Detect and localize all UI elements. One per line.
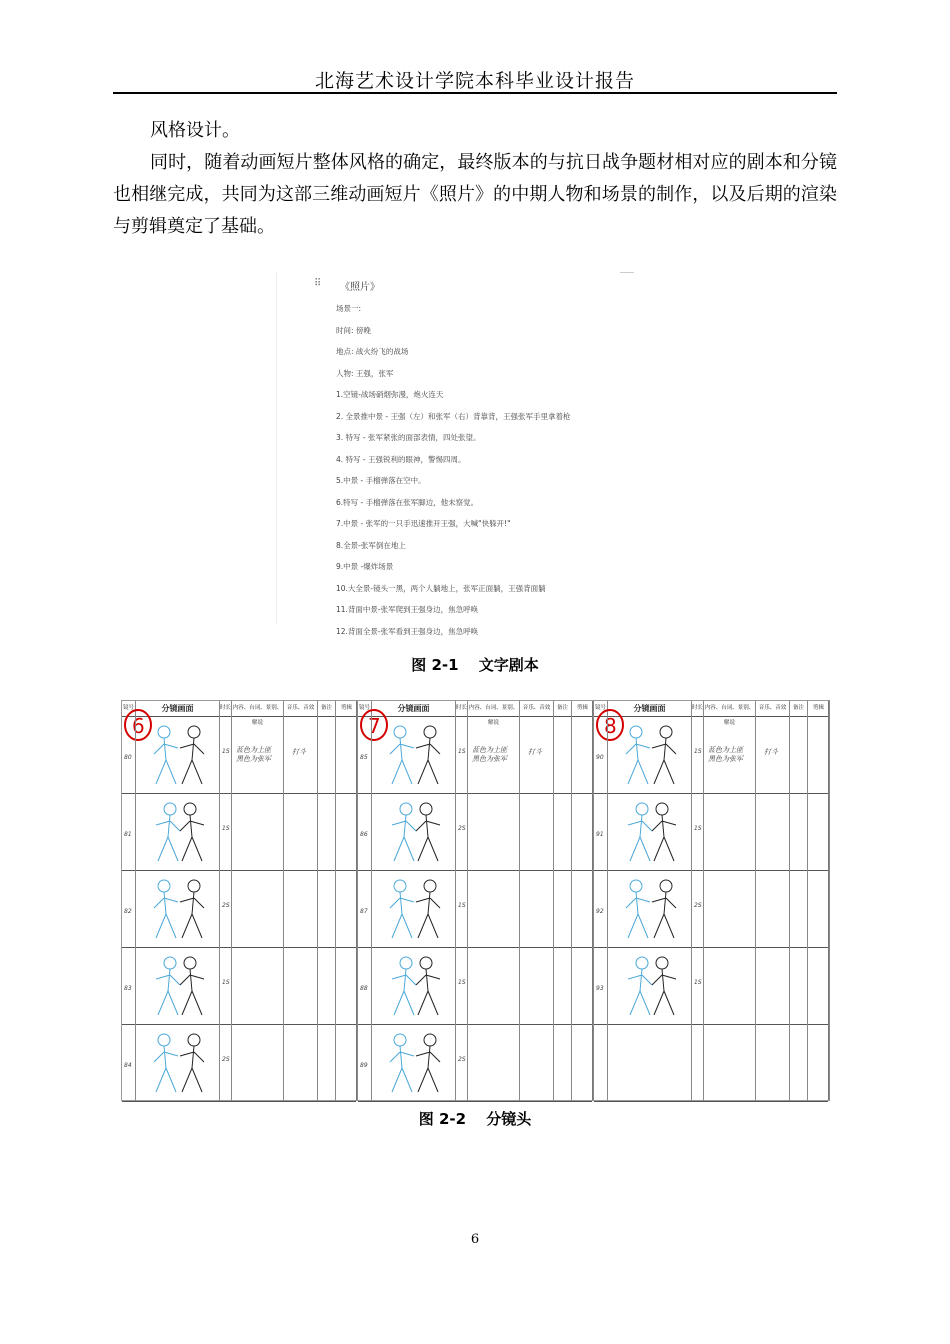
stick-figure	[392, 957, 416, 1015]
cell-extra	[808, 1024, 830, 1101]
header-content: 内容、台词、景别、解说	[468, 701, 520, 716]
cell-audio	[756, 947, 790, 1024]
header-time: 时长	[220, 701, 232, 716]
header-content: 内容、台词、景别、解说	[704, 701, 756, 716]
header-extra: 剪辑	[572, 701, 594, 716]
cell-audio	[520, 793, 554, 870]
shot-number: 81	[124, 831, 132, 838]
shot-duration: 2S	[458, 1056, 466, 1063]
storyboard-panel	[122, 701, 358, 1100]
cell-no	[594, 1024, 608, 1101]
stick-figure	[156, 957, 180, 1015]
figure-caption-1: 图 2-1 文字剧本	[411, 656, 539, 674]
stick-figure	[416, 880, 440, 938]
header-time: 时长	[456, 701, 468, 716]
header-no: 镜号	[122, 701, 136, 716]
stick-figure	[416, 957, 440, 1015]
shot-duration: 2S	[694, 902, 702, 909]
stick-figure	[652, 726, 676, 784]
stick-figure	[416, 803, 440, 861]
stick-figure	[390, 880, 414, 938]
cell-extra	[808, 793, 830, 870]
storyboard-row	[122, 1024, 356, 1102]
header-audio: 音乐、音效	[756, 701, 790, 716]
shot-action: 打斗	[292, 748, 306, 756]
shot-number: 86	[360, 831, 368, 838]
script-line: 1.空镜-战场硝烟弥漫，炮火连天	[336, 390, 444, 399]
stick-figure	[390, 1034, 414, 1092]
stick-figure	[180, 880, 204, 938]
cell-extra	[336, 870, 358, 947]
cell-remark	[554, 716, 572, 793]
shot-number: 87	[360, 908, 368, 915]
cell-content	[232, 870, 284, 947]
script-line: 5.中景 - 手榴弹落在空中。	[336, 476, 426, 485]
cell-audio	[284, 1024, 318, 1101]
cell-audio	[756, 870, 790, 947]
cell-extra	[572, 716, 594, 793]
script-line: 9.中景 -爆炸场景	[336, 562, 394, 571]
script-corner-mark	[620, 272, 634, 273]
cell-content	[704, 870, 756, 947]
mark-number: 6	[132, 714, 145, 738]
header-no: 镜号	[594, 701, 608, 716]
header-audio: 音乐、音效	[520, 701, 554, 716]
stick-figure	[652, 803, 676, 861]
header-audio: 音乐、音效	[284, 701, 318, 716]
storyboard-row	[594, 947, 828, 1025]
cell-extra	[808, 947, 830, 1024]
cell-content	[232, 1024, 284, 1101]
shot-duration: 2S	[222, 1056, 230, 1063]
cell-extra	[572, 947, 594, 1024]
cell-audio	[756, 1024, 790, 1101]
cell-extra	[808, 716, 830, 793]
cell-remark	[790, 947, 808, 1024]
storyboard-row	[358, 1024, 592, 1102]
cell-remark	[318, 870, 336, 947]
storyboard-sketch	[610, 718, 690, 790]
figure-caption-2: 图 2-2 分镜头	[418, 1110, 532, 1128]
cell-audio	[284, 947, 318, 1024]
paragraph-1: 风格设计。	[150, 120, 240, 141]
storyboard-row	[594, 793, 828, 871]
cell-content	[468, 1024, 520, 1101]
stick-figure	[154, 726, 178, 784]
header-remark: 备注	[554, 701, 572, 716]
storyboard-sketch	[610, 795, 690, 867]
storyboard-row	[594, 870, 828, 948]
shot-duration: 1S	[222, 979, 230, 986]
storyboard-sketch	[610, 872, 690, 944]
script-line: 12.背面全景-张军看到王强身边，焦急呼唤	[336, 626, 479, 636]
shot-number: 82	[124, 908, 132, 915]
header-extra: 剪辑	[336, 701, 358, 716]
storyboard-sketch	[374, 872, 454, 944]
shot-note: 蓝色为土匪 黑色为张军	[236, 746, 271, 763]
cell-extra	[572, 1024, 594, 1101]
storyboard-panel	[594, 701, 830, 1100]
storyboard-row	[122, 793, 356, 871]
cell-remark	[790, 716, 808, 793]
cell-frame	[608, 1024, 692, 1101]
storyboard-row	[358, 716, 592, 794]
shot-action: 打斗	[528, 748, 542, 756]
shot-duration: 1S	[222, 748, 230, 755]
script-line: 7.中景 - 张军的一只手迅速推开王强，大喊"快躲开!"	[336, 519, 511, 528]
cell-remark	[318, 793, 336, 870]
header-frame: 分镜画面	[136, 701, 220, 716]
script-line: 4. 特写 - 王强锐利的眼神，警惕四周。	[336, 454, 466, 464]
shot-duration: 1S	[458, 979, 466, 986]
cell-content	[232, 947, 284, 1024]
drag-handle-icon: ⠿	[314, 278, 322, 289]
shot-duration: 1S	[458, 902, 466, 909]
cell-remark	[554, 870, 572, 947]
script-line: 3. 特写 - 张军紧张的面部表情，四处张望。	[336, 433, 481, 442]
storyboard-row	[122, 870, 356, 948]
shot-note: 蓝色为土匪 黑色为张军	[708, 746, 743, 763]
shot-number: 80	[124, 754, 132, 761]
script-line: 2. 全景推中景 - 王强（左）和张军（右）背靠背，王强张军手里拿着枪	[336, 411, 571, 421]
storyboard-row	[122, 716, 356, 794]
header-remark: 备注	[318, 701, 336, 716]
header-frame: 分镜画面	[608, 701, 692, 716]
stick-figure	[416, 1034, 440, 1092]
script-line: 地点: 战火纷飞的战场	[336, 347, 409, 356]
shot-number: 88	[360, 985, 368, 992]
cell-audio	[284, 793, 318, 870]
header-extra: 剪辑	[808, 701, 830, 716]
cell-extra	[336, 716, 358, 793]
stick-figure	[626, 726, 650, 784]
cell-audio	[520, 947, 554, 1024]
shot-note: 蓝色为土匪 黑色为张军	[472, 746, 507, 763]
storyboard-sketch	[138, 1026, 218, 1098]
cell-content	[704, 1024, 756, 1101]
script-line: 6.特写 - 手榴弹落在张军脚边，他未察觉。	[336, 497, 479, 507]
shot-duration: 1S	[222, 825, 230, 832]
cell-content	[232, 793, 284, 870]
script-title: 《照片》	[340, 282, 380, 293]
storyboard-figure	[121, 700, 830, 1101]
header-time: 时长	[692, 701, 704, 716]
shot-duration: 1S	[694, 748, 702, 755]
cell-remark	[554, 947, 572, 1024]
header-remark: 备注	[790, 701, 808, 716]
script-line: 时间: 傍晚	[336, 325, 371, 335]
page-number: 6	[470, 1232, 480, 1247]
storyboard-sketch	[374, 795, 454, 867]
stick-figure	[652, 957, 676, 1015]
storyboard-sketch	[374, 949, 454, 1021]
script-figure	[276, 272, 634, 636]
script-border	[276, 272, 277, 624]
header-frame: 分镜画面	[372, 701, 456, 716]
stick-figure	[392, 803, 416, 861]
cell-audio	[520, 1024, 554, 1101]
script-line: 8.全景-张军倒在地上	[336, 540, 406, 550]
cell-content	[468, 870, 520, 947]
storyboard-sketch	[374, 1026, 454, 1098]
shot-number: 90	[596, 754, 604, 761]
cell-remark	[318, 1024, 336, 1101]
page-header: 北海艺术设计学院本科毕业设计报告	[314, 70, 635, 92]
storyboard-row	[594, 1024, 828, 1102]
paragraph-2: 同时，随着动画短片整体风格的确定，最终版本的与抗日战争题材相对应的剧本和分镜也相继完成，共同为这部三维动画短片《照片》的中期人物和场景的制作，以及后期的渲染与剪辑奠定了基础。	[113, 152, 837, 237]
storyboard-sketch	[138, 718, 218, 790]
stick-figure	[156, 803, 180, 861]
stick-figure	[180, 957, 204, 1015]
script-line: 10.大全景-镜头一黑，两个人躺地上，张军正面躺，王强背面躺	[336, 583, 546, 593]
header-content: 内容、台词、景别、解说	[232, 701, 284, 716]
shot-number: 92	[596, 908, 604, 915]
storyboard-row	[594, 716, 828, 794]
cell-extra	[336, 793, 358, 870]
shot-duration: 2S	[222, 902, 230, 909]
cell-extra	[336, 947, 358, 1024]
storyboard-row	[358, 947, 592, 1025]
cell-audio	[284, 870, 318, 947]
stick-figure	[180, 803, 204, 861]
cell-content	[704, 947, 756, 1024]
cell-remark	[790, 1024, 808, 1101]
cell-content	[704, 793, 756, 870]
stick-figure	[416, 726, 440, 784]
header-no: 镜号	[358, 701, 372, 716]
stick-figure	[180, 1034, 204, 1092]
script-line: 人物: 王强，张军	[336, 368, 394, 378]
storyboard-row	[358, 793, 592, 871]
shot-duration: 1S	[458, 748, 466, 755]
storyboard-sketch	[138, 872, 218, 944]
mark-number: 7	[368, 714, 381, 738]
storyboard-row	[358, 870, 592, 948]
shot-number: 83	[124, 985, 132, 992]
cell-time	[692, 1024, 704, 1101]
cell-content	[468, 947, 520, 1024]
shot-duration: 2S	[458, 825, 466, 832]
storyboard-sketch	[374, 718, 454, 790]
storyboard-sketch	[138, 795, 218, 867]
stick-figure	[652, 880, 676, 938]
cell-remark	[318, 947, 336, 1024]
stick-figure	[154, 1034, 178, 1092]
stick-figure	[180, 726, 204, 784]
shot-duration: 1S	[694, 825, 702, 832]
cell-extra	[808, 870, 830, 947]
storyboard-panel	[358, 701, 594, 1100]
cell-audio	[756, 793, 790, 870]
header-rule	[113, 92, 837, 94]
stick-figure	[626, 880, 650, 938]
shot-number: 93	[596, 985, 604, 992]
cell-content	[468, 793, 520, 870]
storyboard-sketch	[610, 949, 690, 1021]
stick-figure	[390, 726, 414, 784]
stick-figure	[628, 803, 652, 861]
cell-remark	[554, 793, 572, 870]
storyboard-sketch	[138, 949, 218, 1021]
shot-number: 84	[124, 1062, 132, 1069]
shot-duration: 1S	[694, 979, 702, 986]
script-line: 11.背面中景-张军爬到王强身边，焦急呼唤	[336, 605, 479, 614]
shot-action: 打斗	[764, 748, 778, 756]
cell-audio	[520, 870, 554, 947]
shot-number: 89	[360, 1062, 368, 1069]
cell-remark	[318, 716, 336, 793]
cell-remark	[790, 793, 808, 870]
stick-figure	[154, 880, 178, 938]
stick-figure	[628, 957, 652, 1015]
mark-number: 8	[604, 714, 617, 738]
cell-remark	[554, 1024, 572, 1101]
shot-number: 91	[596, 831, 604, 838]
cell-extra	[336, 1024, 358, 1101]
cell-remark	[790, 870, 808, 947]
shot-number: 85	[360, 754, 368, 761]
storyboard-row	[122, 947, 356, 1025]
script-line: 场景一:	[336, 304, 362, 313]
cell-extra	[572, 793, 594, 870]
cell-extra	[572, 870, 594, 947]
